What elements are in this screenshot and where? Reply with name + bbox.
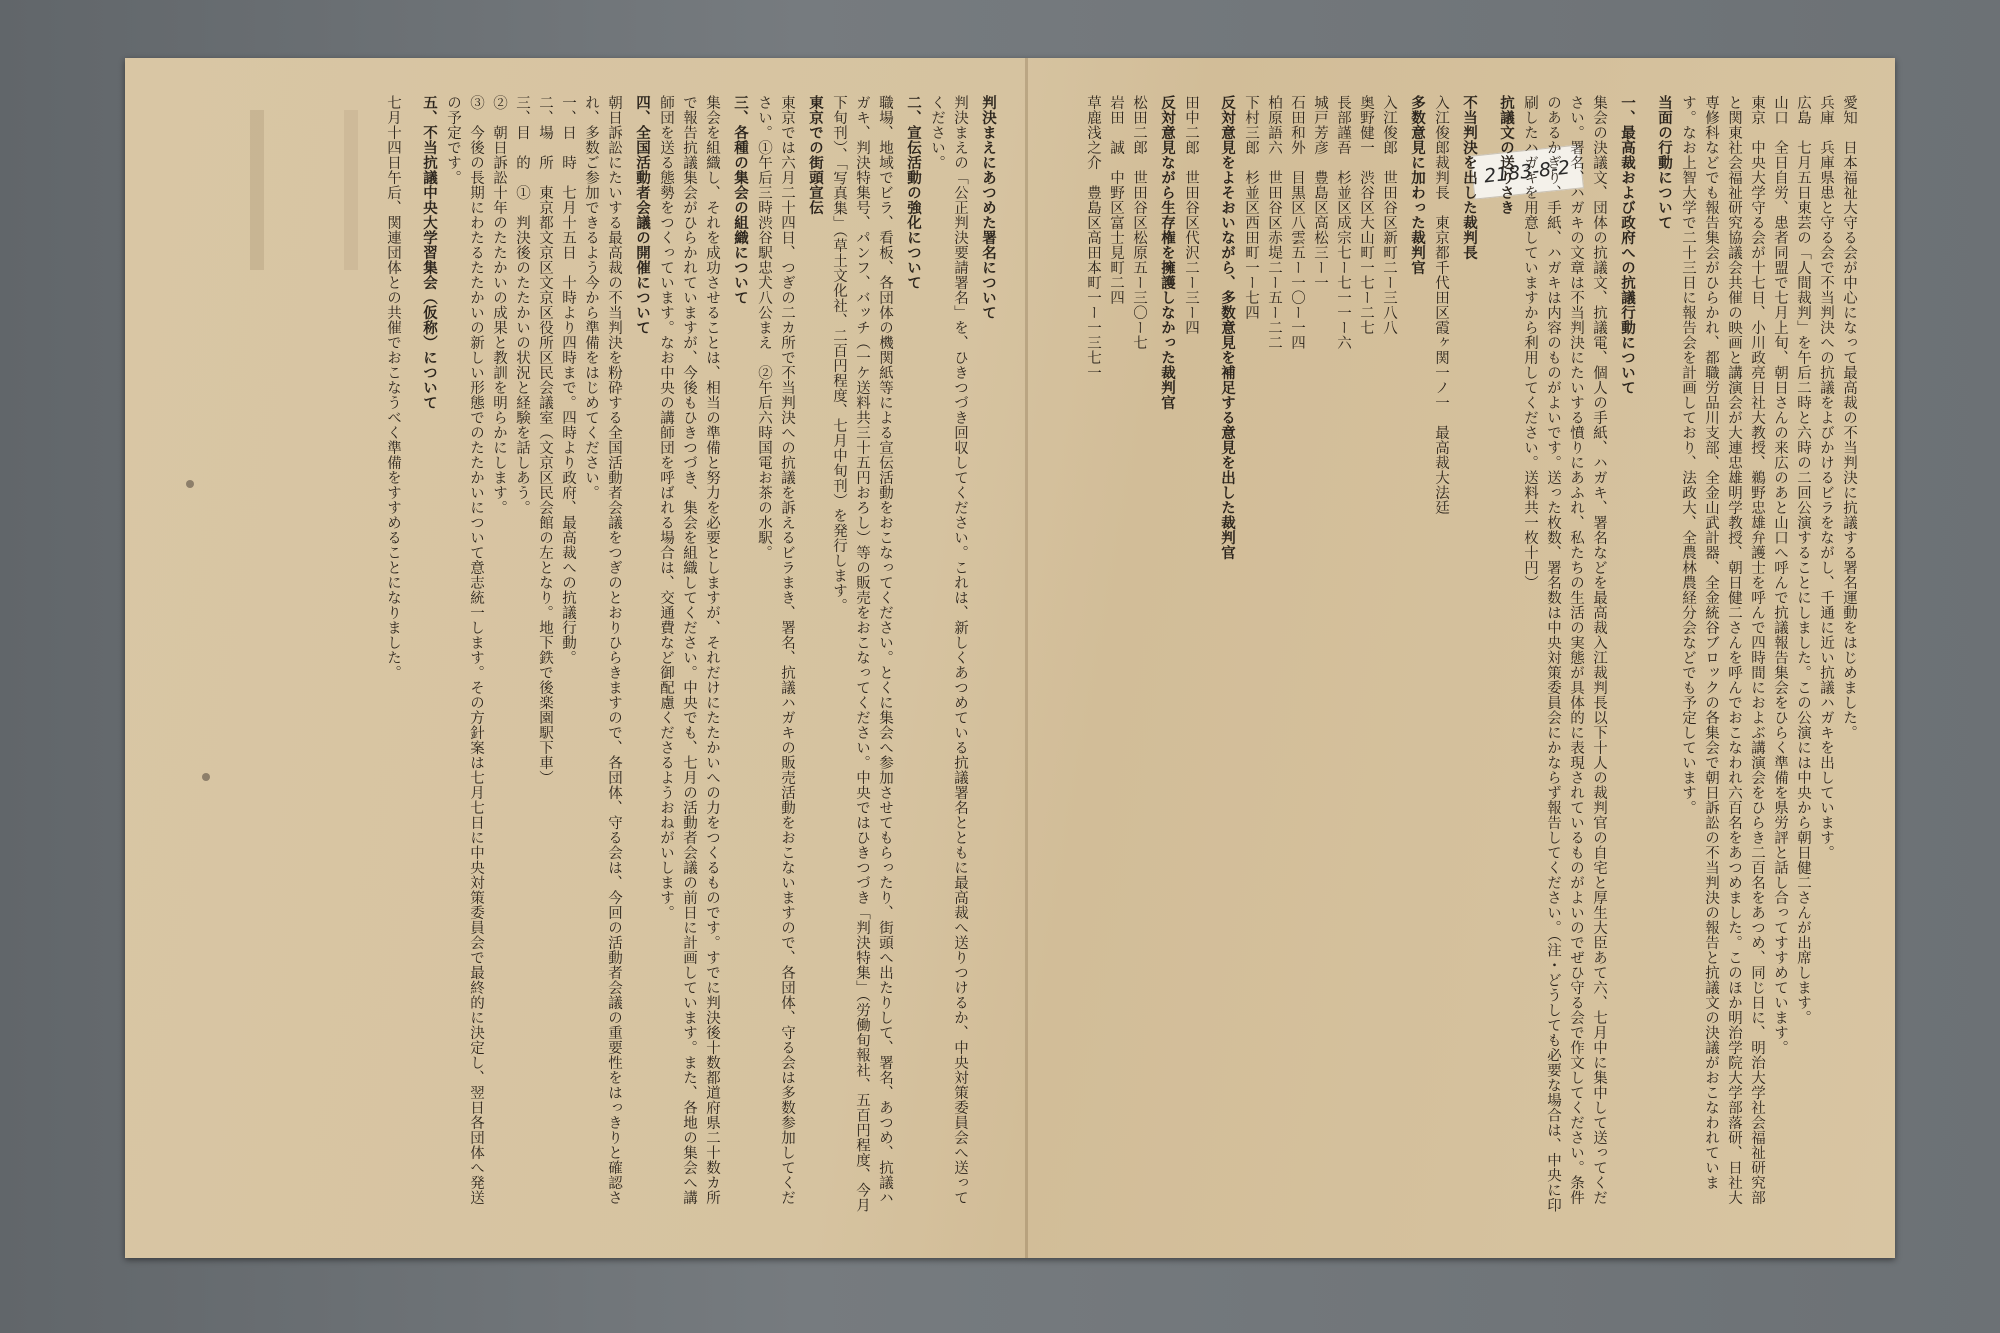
- meeting-line: 一、日 時 七月十五日 十時より四時まで。四時より政府、最高裁への抗議行動。: [560, 95, 576, 665]
- item5-body: 七月十四日午后、関連団体との共催でおこなうべく準備をすすめることになりました。: [385, 95, 401, 680]
- signature-body: 判決まえの「公正判決要請署名」を、ひきつづき回収してください。これは、新しくあつめている抗議署名とともに最高裁へ送りつけるか、中央対策委員会へ送ってください。: [929, 95, 968, 1205]
- item2-body: 職場、地域でビラ、看板、各団体の機関紙等による宣伝活動をおこなってください。とくに集会へ参加させてもらったり、街頭へ出たりして、署名、あつめ、抗議ハガキ、判決特集号、パンフ、バッチ（一ケ送料共三十五円おろし）等の販売をおこなってください。中央ではひきつづき「判決特集」（労働旬報社、五百円程度、今月下旬刊）、「写真集」（草土文化社、二百円程度、七月中旬刊）を発行します。: [831, 95, 893, 1213]
- meeting-line: ③ 今後の長期にわたるたたかいの新しい形態でのたたかいについて意志統一します。その方針案は七月七日に中央対策委員会で最終的に決定し、翌日各団体へ発送の予定です。: [445, 95, 484, 1205]
- item1-body: 集会の決議文、団体の抗議文、抗議電、個人の手紙、ハガキ、署名などを最高裁入江裁判長以下十人の裁判官の自宅と厚生大臣あて六、七月中に集中して送ってください。署名、ハガキの文章は不当判決にたいする憤りにあふれ、私たちの生活の実態が具体的に表現されているものがよいのでぜひ守る会で作文してください。条件のあるかぎり、手紙、ハガキは内容のものがよいです。送った枚数、署名数は中央対策委員会にかならず報告してください。（注・どうしても必要な場合は、中央に印刷したハガキを用意していますから利用してください。送料共一枚十円）: [1522, 95, 1607, 1213]
- item3-title: 三、各種の集会の組織について: [732, 95, 749, 305]
- intro-aichi: 愛知 日本福祉大守る会が中心になって最高裁の不当判決に抗議する署名運動をはじめました。: [1841, 95, 1857, 740]
- section-current-actions: 当面の行動について: [1656, 95, 1673, 230]
- chief-judge-address: 入江俊郎裁判長 東京都千代田区霞ヶ関一ノ一 最高裁大法廷: [1433, 95, 1449, 515]
- meeting-line: 三、目 的 ① 判決後のたたかいの状況と経験を話しあう。: [514, 95, 530, 515]
- punch-hole: [202, 773, 210, 781]
- judge-address: 岩田 誠 中野区富士見町二四: [1108, 95, 1124, 305]
- left-page: [330, 95, 1000, 1215]
- right-page: [1040, 95, 1860, 1215]
- judge-address: 城戸芳彦 豊島区高松三ー一: [1312, 95, 1328, 290]
- intro-tokyo: 東京 中央大学守る会が十七日、小川政亮日社大教授、鵜野忠雄弁護士を呼んで四時間におよぶ講演会をひらき二百名をあつめ、同じ日に、明治大学社会福祉研究部と関東社会福祉研究協議会共催の映画と講演会が大連忠雄明学教授、朝日健二さんを呼んでおこなわれ六百名をあつめました。このほか明治学院大学部落研、日社大専修科などでも報告集会がひらかれ、都職労品川支部、全金山武計器、全金統谷ブロックの各集会で朝日訴訟の不当判決の報告と抗議文の決議がおこなわれています。なお上智大学で二十三日に報告会を計画しており、法政大、全農林農経分会などでも予定しています。: [1680, 95, 1765, 1205]
- majority-title: 多数意見に加わった裁判官: [1409, 95, 1426, 275]
- judge-address: 田中二郎 世田谷区代沢二ー三ー四: [1183, 95, 1199, 335]
- dissent-title: 反対意見ながら生存権を擁護しなかった裁判官: [1159, 95, 1176, 410]
- tokyo-body: 東京では六月二十四日、つぎの二カ所で不当判決への抗議を訴えるビラまき、署名、抗議ハガキの販売活動をおこないますので、各団体、守る会は多数参加してください。①午后三時渋谷駅忠犬八公まえ ②午后六時国電お茶の水駅。: [756, 95, 795, 1205]
- meeting-line: ② 朝日訴訟十年のたたかいの成果と教訓を明らかにします。: [491, 95, 507, 515]
- catalog-label: 2183-8-2: [1470, 144, 1584, 199]
- intro-hiroshima: 広島 七月五日東芸の「人間裁判」を午后二時と六時の二回公演することにしました。この公演には中央から朝日健二さんが出席します。: [1795, 95, 1811, 1025]
- signature-title: 判決まえにあつめた署名について: [980, 95, 997, 320]
- judge-address: 松田二郎 世田谷区松原五ー三〇ー七: [1131, 95, 1147, 350]
- tokyo-title: 東京での街頭宣伝: [807, 95, 824, 215]
- judge-address: 草鹿浅之介 豊島区高田本町一ー一三七一: [1085, 95, 1101, 380]
- item3-body: 集会を組織し、それを成功させることは、相当の準備と努力を必要としますが、それだけにたたかいへの力をつくるものです。すでに判決後十数都道府県二十数カ所で報告抗議集会がひらかれていますが、今後もひきつづき、集会を組織してください。中央でも、七月の活動者会議の前日に計画しています。また、各地の集会へ講師団を送る態勢をつくっています。なお中央の講師団を呼ばれる場合は、交通費など御配慮くださるようおねがいします。: [658, 95, 720, 1205]
- intro-hyogo: 兵庫 兵庫県患と守る会で不当判決への抗議をよびかけるビラをながし、千通に近い抗議ハガキを出しています。: [1818, 95, 1834, 860]
- item2-title: 二、宣伝活動の強化について: [905, 95, 922, 290]
- item1-title: 一、最高裁および政府への抗議行動について: [1619, 95, 1636, 395]
- meeting-line: 二、場 所 東京都文京区文京区役所区民会議室（文京区民会館の左となり。地下鉄で後楽園駅下車）: [537, 95, 553, 785]
- judge-address: 入江俊郎 世田谷区新町二ー三八八: [1381, 95, 1397, 335]
- judge-address: 長部謹吾 杉並区成宗七ー七一一ー六: [1335, 95, 1351, 350]
- item5-title: 五、不当抗議中央大学習集会（仮称）について: [421, 95, 438, 410]
- center-fold: [1025, 58, 1028, 1258]
- intro-yamaguchi: 山口 全日自労、患者同盟で七月上旬、朝日さんの来広のあと山口へ呼んで抗議報告集会をひらく準備を県労評と話し合ってすすめています。: [1772, 95, 1788, 1055]
- punch-hole: [186, 480, 194, 488]
- judge-address: 柏原語六 世田谷区赤堤二ー五ー二二: [1266, 95, 1282, 350]
- item4-title: 四、全国活動者会議の開催について: [634, 95, 651, 335]
- opposing-title: 反対意見をよそおいながら、多数意見を補足する意見を出した裁判官: [1219, 95, 1236, 560]
- judge-address: 石田和外 目黒区八雲五ー一〇ー一四: [1289, 95, 1305, 350]
- judge-address: 奥野健一 渋谷区大山町一七ー二七: [1358, 95, 1374, 335]
- section-addresses: 抗議文の送りさき: [1498, 95, 1515, 215]
- item4-body: 朝日訴訟にたいする最高裁の不当判決を粉砕する全国活動者会議をつぎのとおりひらきますので、各団体、守る会は、今回の活動者会議の重要性をはっきりと確認され、多数ご参加できるよう今から準備をはじめてください。: [583, 95, 622, 1205]
- judge-address: 下村三郎 杉並区西田町一ー七四: [1243, 95, 1259, 320]
- chief-judge-title: 不当判決を出した裁判長: [1461, 95, 1478, 260]
